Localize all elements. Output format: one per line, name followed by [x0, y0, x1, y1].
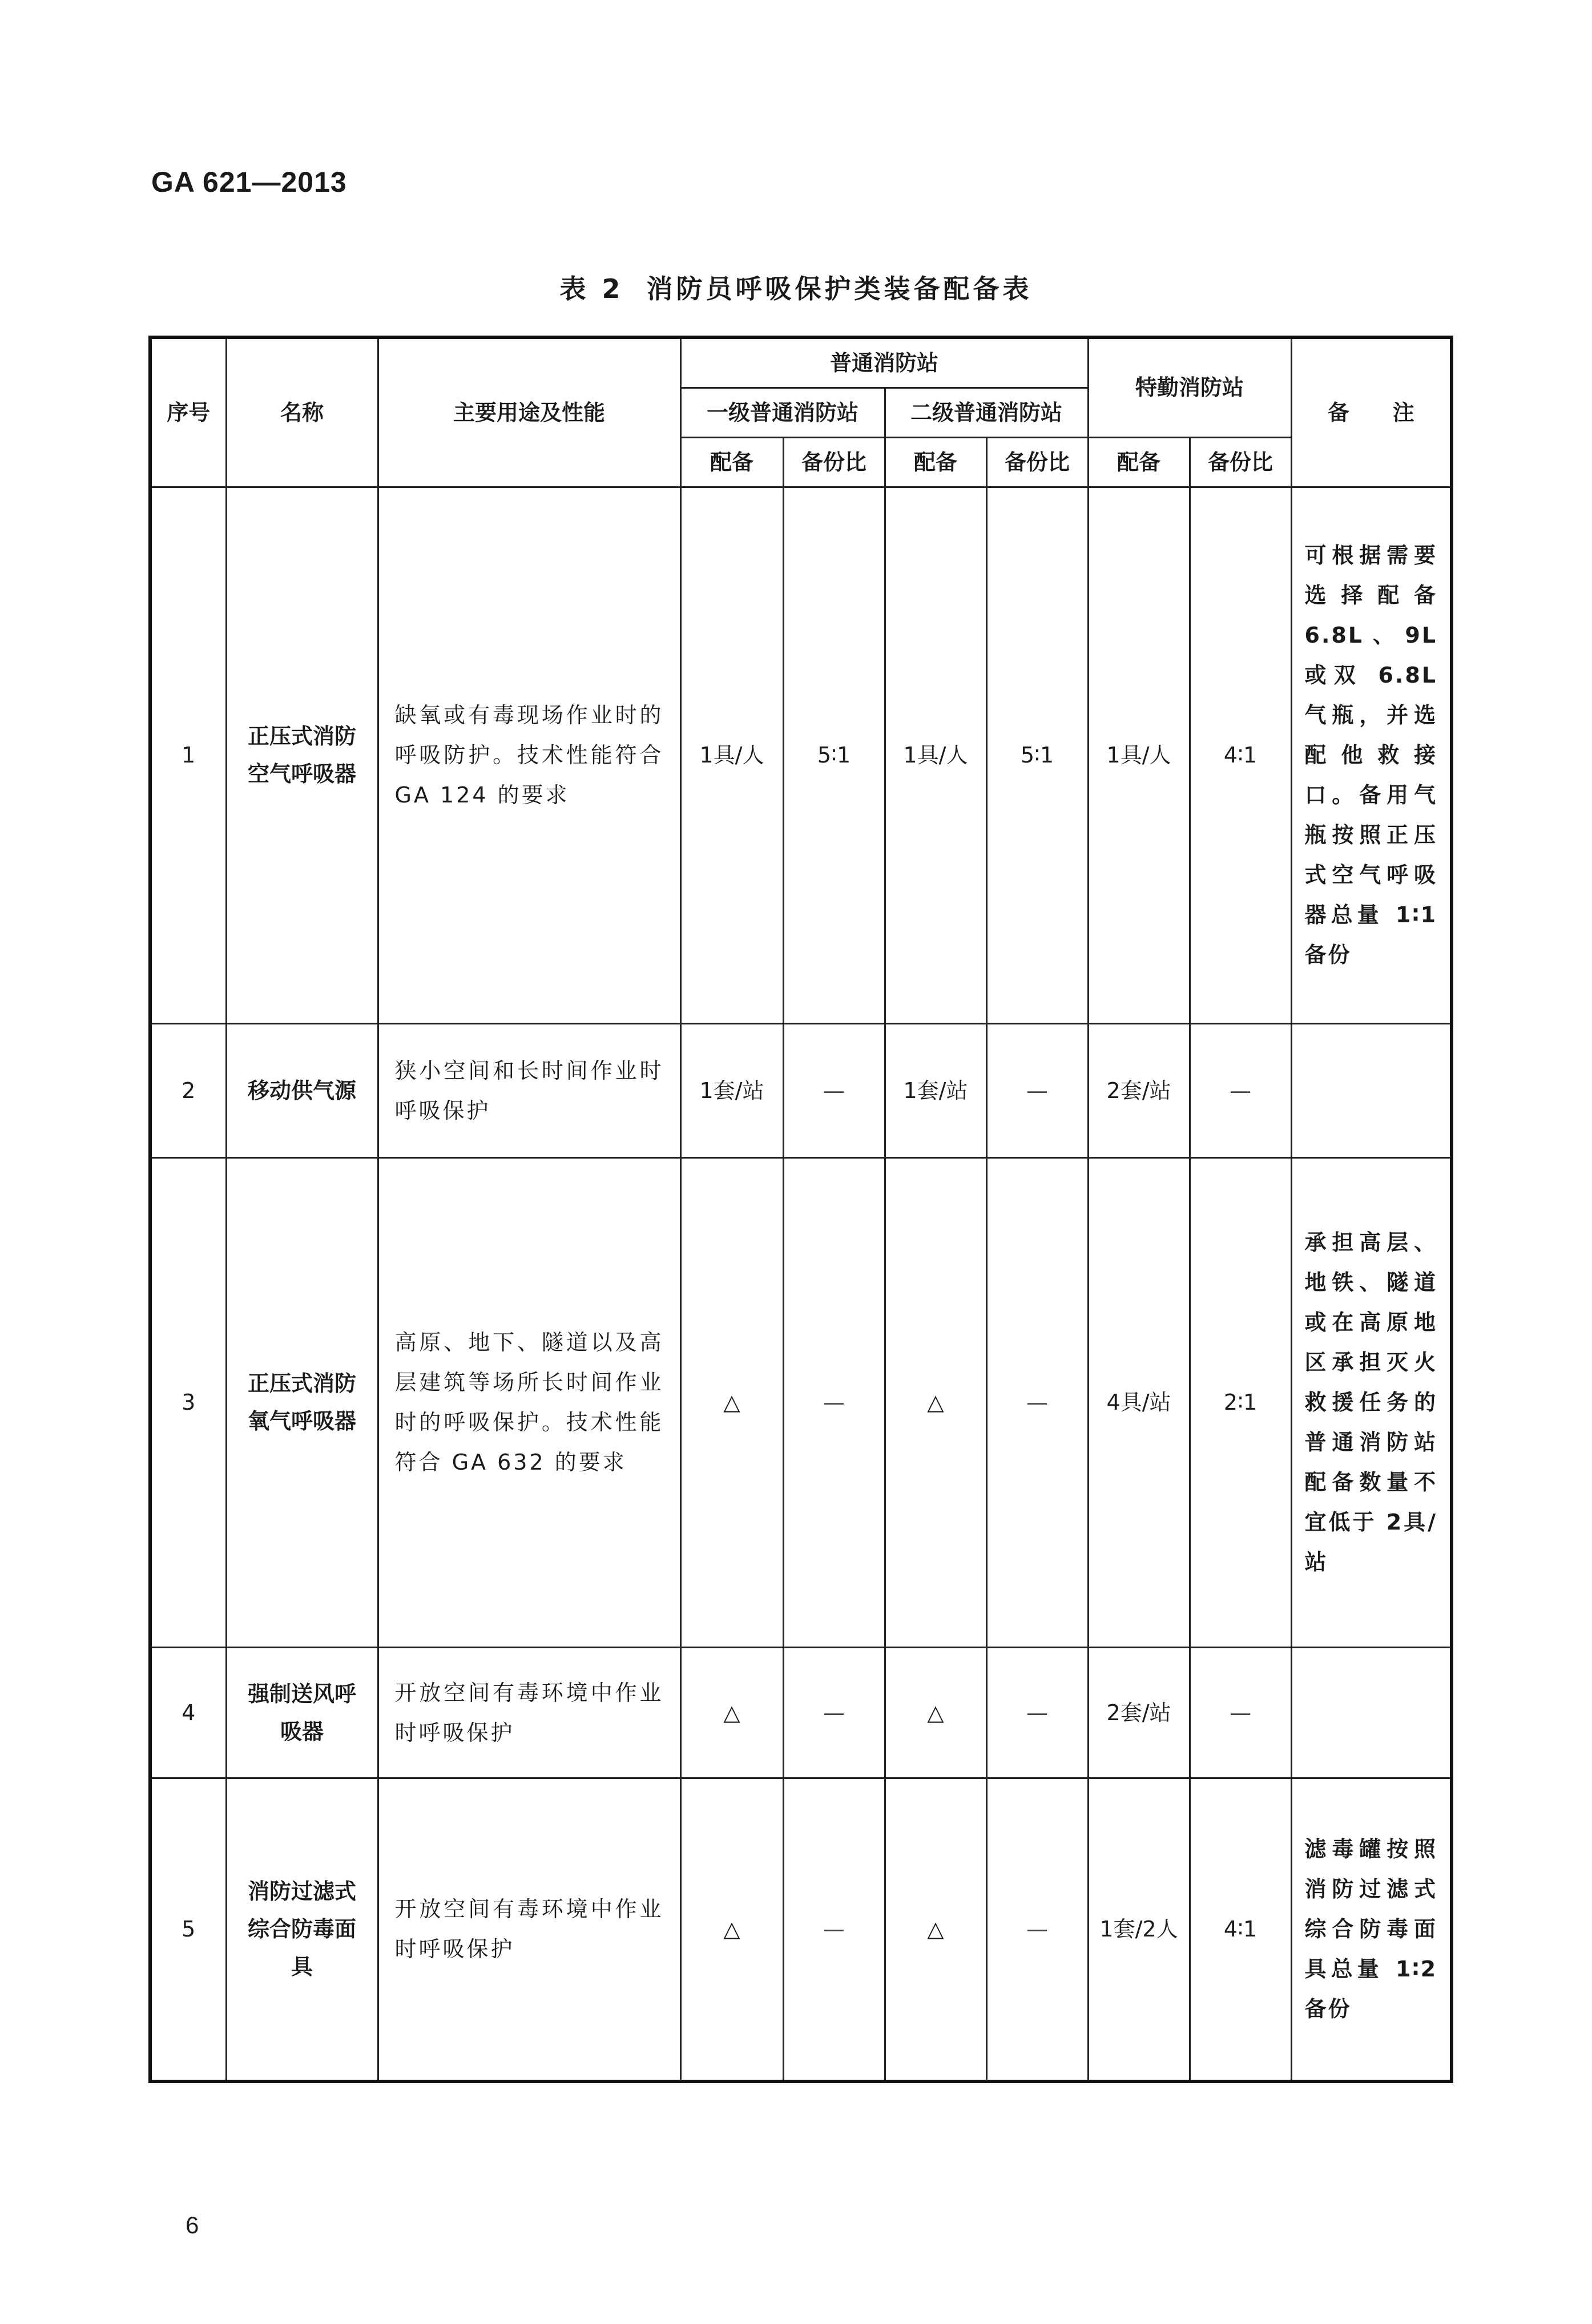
row-seq: 2	[150, 1023, 226, 1157]
header-name: 名称	[226, 337, 378, 487]
row-level1-equip: △	[680, 1157, 783, 1647]
row-usage: 开放空间有毒环境中作业时呼吸保护	[378, 1647, 680, 1778]
page-number: 6	[186, 2212, 199, 2238]
row-special-backup: 2∶1	[1190, 1157, 1291, 1647]
row-usage: 开放空间有毒环境中作业时呼吸保护	[378, 1778, 680, 2081]
row-special-equip: 1套/2人	[1088, 1778, 1190, 2081]
header-remark: 备 注	[1291, 337, 1452, 487]
row-remark	[1291, 1647, 1452, 1778]
header-level2-station: 二级普通消防站	[885, 388, 1088, 437]
row-level2-equip: 1套/站	[885, 1023, 986, 1157]
row-seq: 3	[150, 1157, 226, 1647]
header-level2-backup: 备份比	[986, 437, 1088, 487]
row-level2-equip: △	[885, 1778, 986, 2081]
row-level2-backup: —	[986, 1778, 1088, 2081]
row-name: 消防过滤式综合防毒面具	[226, 1778, 378, 2081]
row-level2-backup: —	[986, 1647, 1088, 1778]
row-level2-backup: 5∶1	[986, 487, 1088, 1023]
row-name: 移动供气源	[226, 1023, 378, 1157]
table-row	[150, 1647, 1452, 1778]
row-name: 正压式消防空气呼吸器	[226, 487, 378, 1023]
row-remark	[1291, 1023, 1452, 1157]
row-usage: 高原、地下、隧道以及高层建筑等场所长时间作业时的呼吸保护。技术性能符合 GA 632 的要求	[378, 1157, 680, 1647]
row-level1-backup: —	[783, 1778, 885, 2081]
row-special-backup: —	[1190, 1023, 1291, 1157]
row-special-backup: 4∶1	[1190, 487, 1291, 1023]
row-level1-equip: 1套/站	[680, 1023, 783, 1157]
header-level2-equip: 配备	[885, 437, 986, 487]
row-name: 强制送风呼吸器	[226, 1647, 378, 1778]
row-usage: 缺氧或有毒现场作业时的呼吸防护。技术性能符合 GA 124 的要求	[378, 487, 680, 1023]
table-row	[150, 1023, 1452, 1157]
row-special-backup: —	[1190, 1647, 1291, 1778]
row-level1-equip: 1具/人	[680, 487, 783, 1023]
header-level1-equip: 配备	[680, 437, 783, 487]
row-level2-backup: —	[986, 1023, 1088, 1157]
row-special-backup: 4∶1	[1190, 1778, 1291, 2081]
header-usage: 主要用途及性能	[378, 337, 680, 487]
row-special-equip: 1具/人	[1088, 487, 1190, 1023]
row-special-equip: 4具/站	[1088, 1157, 1190, 1647]
header-special-equip: 配备	[1088, 437, 1190, 487]
row-level1-equip: △	[680, 1647, 783, 1778]
table-row	[150, 1778, 1452, 2081]
standard-code: GA 621—2013	[151, 166, 347, 198]
row-name: 正压式消防氧气呼吸器	[226, 1157, 378, 1647]
row-special-equip: 2套/站	[1088, 1023, 1190, 1157]
row-level2-backup: —	[986, 1157, 1088, 1647]
header-level1-station: 一级普通消防站	[680, 388, 885, 437]
table-title	[0, 268, 1592, 306]
row-remark: 可根据需要选择配备 6.8L、9L 或双 6.8L 气瓶，并选配他救接口。备用气瓶按照正压式空气呼吸器总量 1∶1 备份	[1291, 487, 1452, 1023]
table-row	[150, 487, 1452, 1023]
row-seq: 4	[150, 1647, 226, 1778]
header-special-backup: 备份比	[1190, 437, 1291, 487]
table-number: 表 2	[559, 273, 624, 304]
table-title-text: 消防员呼吸保护类装备配备表	[646, 273, 1033, 304]
row-seq: 5	[150, 1778, 226, 2081]
row-remark: 滤毒罐按照消防过滤式综合防毒面具总量 1∶2 备份	[1291, 1778, 1452, 2081]
header-regular-station: 普通消防站	[680, 337, 1088, 388]
row-level1-backup: —	[783, 1647, 885, 1778]
row-level2-equip: 1具/人	[885, 487, 986, 1023]
row-level1-backup: —	[783, 1157, 885, 1647]
row-remark: 承担高层、地铁、隧道或在高原地区承担灭火救援任务的普通消防站配备数量不宜低于 2具/站	[1291, 1157, 1452, 1647]
header-special-station: 特勤消防站	[1088, 337, 1291, 437]
row-level2-equip: △	[885, 1647, 986, 1778]
header-seq: 序号	[150, 337, 226, 487]
row-level2-equip: △	[885, 1157, 986, 1647]
row-special-equip: 2套/站	[1088, 1647, 1190, 1778]
row-usage: 狭小空间和长时间作业时呼吸保护	[378, 1023, 680, 1157]
header-level1-backup: 备份比	[783, 437, 885, 487]
equipment-table	[148, 336, 1453, 2083]
row-level1-equip: △	[680, 1778, 783, 2081]
row-level1-backup: —	[783, 1023, 885, 1157]
table-row	[150, 1157, 1452, 1647]
row-level1-backup: 5∶1	[783, 487, 885, 1023]
row-seq: 1	[150, 487, 226, 1023]
